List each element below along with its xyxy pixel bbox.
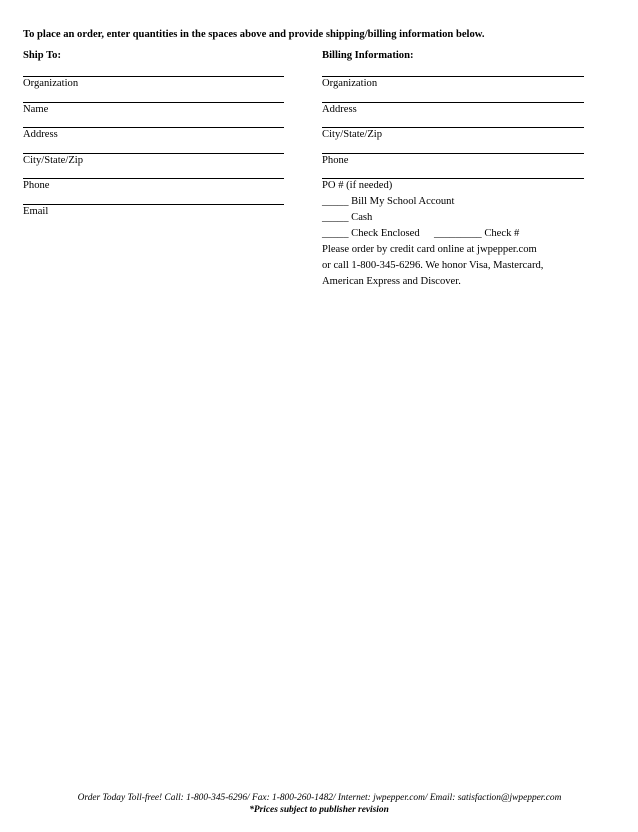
- ship-to-section: [23, 49, 284, 229]
- order-instructions: To place an order, enter quantities in the spaces above and provide shipping/billing information below.: [23, 29, 485, 40]
- ship-organization-field[interactable]: Organization: [23, 76, 284, 102]
- check-number-field[interactable]: _________ Check #: [434, 228, 520, 239]
- cash-option[interactable]: _____ Cash: [322, 212, 373, 223]
- billing-heading: Billing Information:: [322, 50, 414, 61]
- payment-note-line-2: or call 1-800-345-6296. We honor Visa, Mastercard,: [322, 260, 544, 271]
- check-option-row: [322, 226, 584, 242]
- bill-po-number-field[interactable]: PO # (if needed): [322, 178, 584, 194]
- payment-note-line-3: American Express and Discover.: [322, 276, 461, 287]
- ship-address-field[interactable]: Address: [23, 127, 284, 153]
- billing-section: [322, 49, 584, 290]
- ship-name-field[interactable]: Name: [23, 102, 284, 128]
- bill-city-state-zip-field[interactable]: City/State/Zip: [322, 127, 584, 153]
- ship-phone-field[interactable]: Phone: [23, 178, 284, 204]
- payment-note-line-1: Please order by credit card online at jwpepper.com: [322, 244, 537, 255]
- ship-city-state-zip-field[interactable]: City/State/Zip: [23, 153, 284, 179]
- ship-email-field[interactable]: Email: [23, 204, 284, 230]
- bill-school-option[interactable]: _____ Bill My School Account: [322, 196, 455, 207]
- bill-phone-field[interactable]: Phone: [322, 153, 584, 179]
- footer: [0, 792, 638, 816]
- footer-contact-line: Order Today Toll-free! Call: 1-800-345-6296/ Fax: 1-800-260-1482/ Internet: jwpepper.com/ Email: satisfaction@jwpepper.com: [77, 793, 562, 803]
- bill-organization-field[interactable]: Organization: [322, 76, 584, 102]
- ship-to-heading: Ship To:: [23, 50, 61, 61]
- bill-address-field[interactable]: Address: [322, 102, 584, 128]
- check-enclosed-option[interactable]: _____ Check Enclosed: [322, 228, 420, 239]
- footer-price-note: *Prices subject to publisher revision: [249, 805, 389, 815]
